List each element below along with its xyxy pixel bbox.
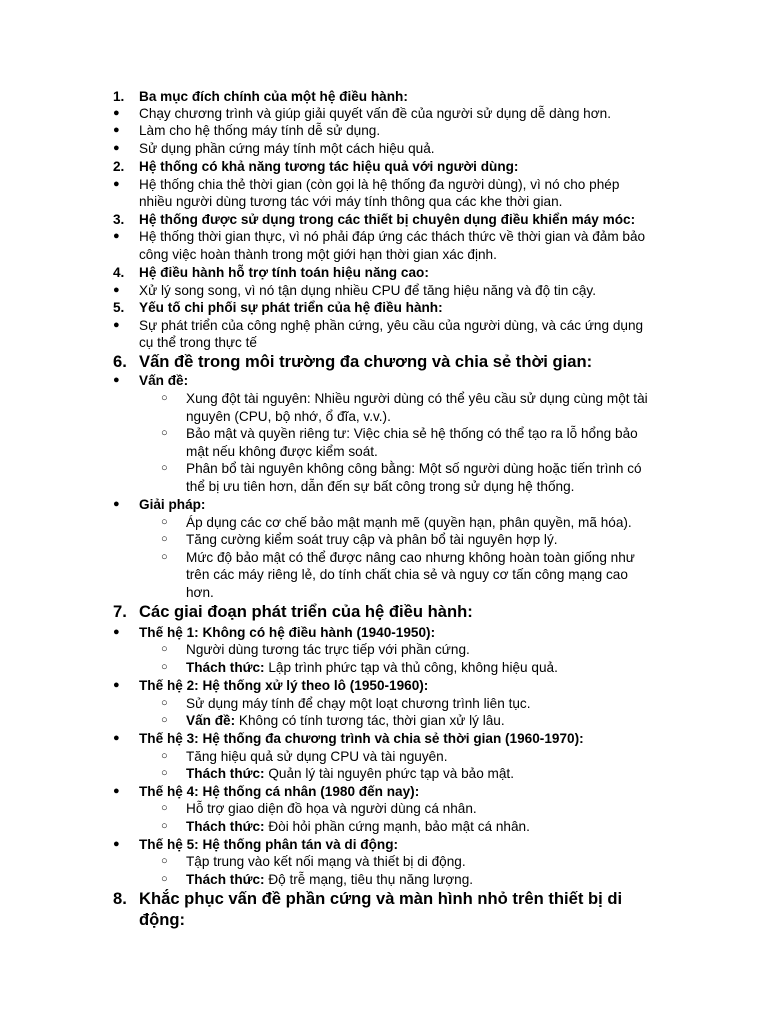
bullet-icon: ● (113, 319, 120, 331)
bullet-icon: ● (113, 107, 120, 119)
bold-lead-text: Thế hệ 3: Hệ thống đa chương trình và chia sẻ thời gian (1960-1970): (139, 731, 584, 746)
list-text (186, 853, 466, 871)
list-text (139, 352, 592, 372)
list-number: 2. (113, 159, 125, 174)
body-text: Áp dụng các cơ chế bảo mật mạnh mẽ (quyền hạn, phân quyền, mã hóa). (186, 515, 632, 530)
body-text: nhiều người dùng tương tác với máy tính thông qua các khe thời gian. (139, 194, 563, 209)
body-text: Tăng hiệu quả sử dụng CPU và tài nguyên. (186, 749, 448, 764)
circle-bullet-icon: ○ (161, 551, 168, 563)
list-text (186, 871, 473, 889)
body-text: Không có tính tương tác, thời gian xử lý lâu. (235, 713, 505, 728)
bullet-icon: ● (113, 626, 120, 638)
body-text: Tăng cường kiểm soát truy cập và phân bổ tài nguyên hợp lý. (186, 532, 558, 547)
body-text: thể bị ưu tiên hơn, dẫn đến sự bất công trong sử dụng hệ thống. (186, 479, 575, 494)
list-text (139, 140, 435, 158)
list-number: 1. (113, 89, 125, 104)
body-text: Xử lý song song, vì nó tận dụng nhiều CPU để tăng hiệu năng và độ tin cậy. (139, 283, 596, 298)
body-text: Bảo mật và quyền riêng tư: Việc chia sẻ hệ thống có thể tạo ra lỗ hổng bảo (186, 426, 638, 441)
list-text (139, 783, 419, 801)
list-text (139, 372, 188, 390)
list-number: 5. (113, 300, 125, 315)
body-text: Hỗ trợ giao diện đồ họa và người dùng cá nhân. (186, 801, 477, 816)
list-text (139, 602, 473, 622)
circle-bullet-icon: ○ (161, 462, 168, 474)
bold-lead-text: Thế hệ 1: Không có hệ điều hành (1940-1950): (139, 625, 436, 640)
body-text: Xung đột tài nguyên: Nhiều người dùng có thể yêu cầu sử dụng cùng một tài (186, 391, 648, 406)
body-text: Sự phát triển của công nghệ phần cứng, yêu cầu của người dùng, và các ứng dụng (139, 318, 644, 333)
bullet-icon: ● (113, 230, 120, 242)
list-text (139, 730, 584, 748)
list-text (139, 264, 429, 282)
bold-lead-text: Hệ thống được sử dụng trong các thiết bị chuyên dụng điều khiển máy móc: (139, 212, 636, 227)
body-text: nguyên (CPU, bộ nhớ, ổ đĩa, v.v.). (186, 409, 391, 424)
list-text (186, 800, 477, 818)
list-text (139, 624, 435, 642)
bold-lead-text: Thách thức: (186, 872, 265, 887)
body-text: mật nếu không được kiểm soát. (186, 444, 378, 459)
list-number: 3. (113, 212, 125, 227)
list-text (139, 122, 380, 140)
body-text: hơn. (186, 585, 214, 600)
list-text (186, 425, 638, 443)
body-text: Hệ thống thời gian thực, vì nó phải đáp ứng các thách thức về thời gian và đảm bảo (139, 229, 646, 244)
circle-bullet-icon: ○ (161, 643, 168, 655)
list-text (186, 566, 628, 584)
bullet-icon: ● (113, 838, 120, 850)
bold-lead-text: Khắc phục vấn đề phần cứng và màn hình nhỏ trên thiết bị di (139, 889, 623, 908)
bold-lead-text: Vấn đề: (186, 713, 236, 728)
list-text (139, 193, 562, 211)
list-text (186, 549, 635, 567)
list-text (186, 748, 448, 766)
bullet-icon: ● (113, 679, 120, 691)
list-text (186, 514, 632, 532)
list-text (139, 158, 518, 176)
list-text (186, 460, 642, 478)
list-text (186, 408, 391, 426)
list-text (186, 390, 648, 408)
body-text: Sử dụng phần cứng máy tính một cách hiệu quả. (139, 141, 435, 156)
list-text (139, 246, 497, 264)
bold-lead-text: Các giai đoạn phát triển của hệ điều hành: (139, 602, 473, 621)
bullet-icon: ● (113, 142, 120, 154)
bold-lead-text: động: (139, 910, 186, 929)
body-text: cụ thể trong thực tế (139, 335, 257, 350)
body-text: Sử dụng máy tính để chạy một loạt chương trình liên tục. (186, 696, 531, 711)
circle-bullet-icon: ○ (161, 855, 168, 867)
body-text: công việc hoàn thành trong một giới hạn thời gian xác định. (139, 247, 497, 262)
list-text (139, 228, 645, 246)
bullet-icon: ● (113, 785, 120, 797)
body-text: Độ trễ mạng, tiêu thụ năng lượng. (264, 872, 474, 887)
bold-lead-text: Yếu tố chi phối sự phát triển của hệ điều hành: (139, 300, 443, 315)
bold-lead-text: Hệ thống có khả năng tương tác hiệu quả với người dùng: (139, 159, 519, 174)
list-text (186, 478, 574, 496)
circle-bullet-icon: ○ (161, 392, 168, 404)
list-text (139, 496, 205, 514)
list-text (139, 105, 611, 123)
list-text (139, 282, 596, 300)
circle-bullet-icon: ○ (161, 533, 168, 545)
circle-bullet-icon: ○ (161, 873, 168, 885)
list-text (186, 695, 530, 713)
body-text: Đòi hỏi phần cứng mạnh, bảo mật cá nhân. (264, 819, 530, 834)
bullet-icon: ● (113, 498, 120, 510)
circle-bullet-icon: ○ (161, 697, 168, 709)
circle-bullet-icon: ○ (161, 714, 168, 726)
bold-lead-text: Vấn đề trong môi trường đa chương và chia sẻ thời gian: (139, 352, 593, 371)
list-text (186, 712, 505, 730)
bullet-icon: ● (113, 374, 120, 386)
list-text (139, 88, 408, 106)
bullet-icon: ● (113, 124, 120, 136)
list-text (139, 889, 622, 909)
body-text: trên các máy riêng lẻ, do tính chất chia sẻ và nguy cơ tấn công mạng cao (186, 567, 628, 582)
circle-bullet-icon: ○ (161, 516, 168, 528)
list-text (139, 910, 185, 930)
bold-lead-text: Thế hệ 5: Hệ thống phân tán và di động: (139, 837, 399, 852)
list-text (139, 677, 428, 695)
list-text (139, 317, 643, 335)
list-number: 6. (113, 352, 127, 371)
bold-lead-text: Thách thức: (186, 660, 265, 675)
body-text: Lập trình phức tạp và thủ công, không hiệu quả. (264, 660, 558, 675)
list-text (186, 443, 378, 461)
bullet-icon: ● (113, 178, 120, 190)
bullet-icon: ● (113, 732, 120, 744)
list-text (186, 584, 214, 602)
circle-bullet-icon: ○ (161, 661, 168, 673)
body-text: Mức độ bảo mật có thể được nâng cao nhưng không hoàn toàn giống như (186, 550, 635, 565)
list-text (139, 334, 257, 352)
body-text: Hệ thống chia thẻ thời gian (còn gọi là hệ thống đa người dùng), vì nó cho phép (139, 177, 620, 192)
list-text (139, 836, 398, 854)
bold-lead-text: Thách thức: (186, 819, 265, 834)
bold-lead-text: Vấn đề: (139, 373, 189, 388)
bold-lead-text: Thế hệ 4: Hệ thống cá nhân (1980 đến nay): (139, 784, 420, 799)
bold-lead-text: Giải pháp: (139, 497, 206, 512)
bold-lead-text: Thế hệ 2: Hệ thống xử lý theo lô (1950-1960): (139, 678, 429, 693)
list-text (186, 531, 558, 549)
bullet-icon: ● (113, 284, 120, 296)
bold-lead-text: Ba mục đích chính của một hệ điều hành: (139, 89, 408, 104)
circle-bullet-icon: ○ (161, 802, 168, 814)
list-text (139, 299, 443, 317)
list-text (186, 659, 558, 677)
list-number: 7. (113, 602, 127, 621)
bold-lead-text: Hệ điều hành hỗ trợ tính toán hiệu năng cao: (139, 265, 429, 280)
list-text (139, 211, 635, 229)
list-text (186, 818, 530, 836)
bold-lead-text: Thách thức: (186, 766, 265, 781)
circle-bullet-icon: ○ (161, 820, 168, 832)
body-text: Làm cho hệ thống máy tính dễ sử dụng. (139, 123, 381, 138)
body-text: Phân bổ tài nguyên không công bằng: Một số người dùng hoặc tiến trình có (186, 461, 642, 476)
body-text: Chạy chương trình và giúp giải quyết vấn đề của người sử dụng dễ dàng hơn. (139, 106, 611, 121)
body-text: Quản lý tài nguyên phức tạp và bảo mật. (264, 766, 514, 781)
body-text: Người dùng tương tác trực tiếp với phần cứng. (186, 642, 470, 657)
list-number: 4. (113, 265, 125, 280)
list-text (186, 765, 514, 783)
list-text (186, 641, 470, 659)
circle-bullet-icon: ○ (161, 427, 168, 439)
list-text (139, 176, 619, 194)
list-number: 8. (113, 889, 127, 908)
body-text: Tập trung vào kết nối mạng và thiết bị di động. (186, 854, 466, 869)
circle-bullet-icon: ○ (161, 767, 168, 779)
circle-bullet-icon: ○ (161, 750, 168, 762)
